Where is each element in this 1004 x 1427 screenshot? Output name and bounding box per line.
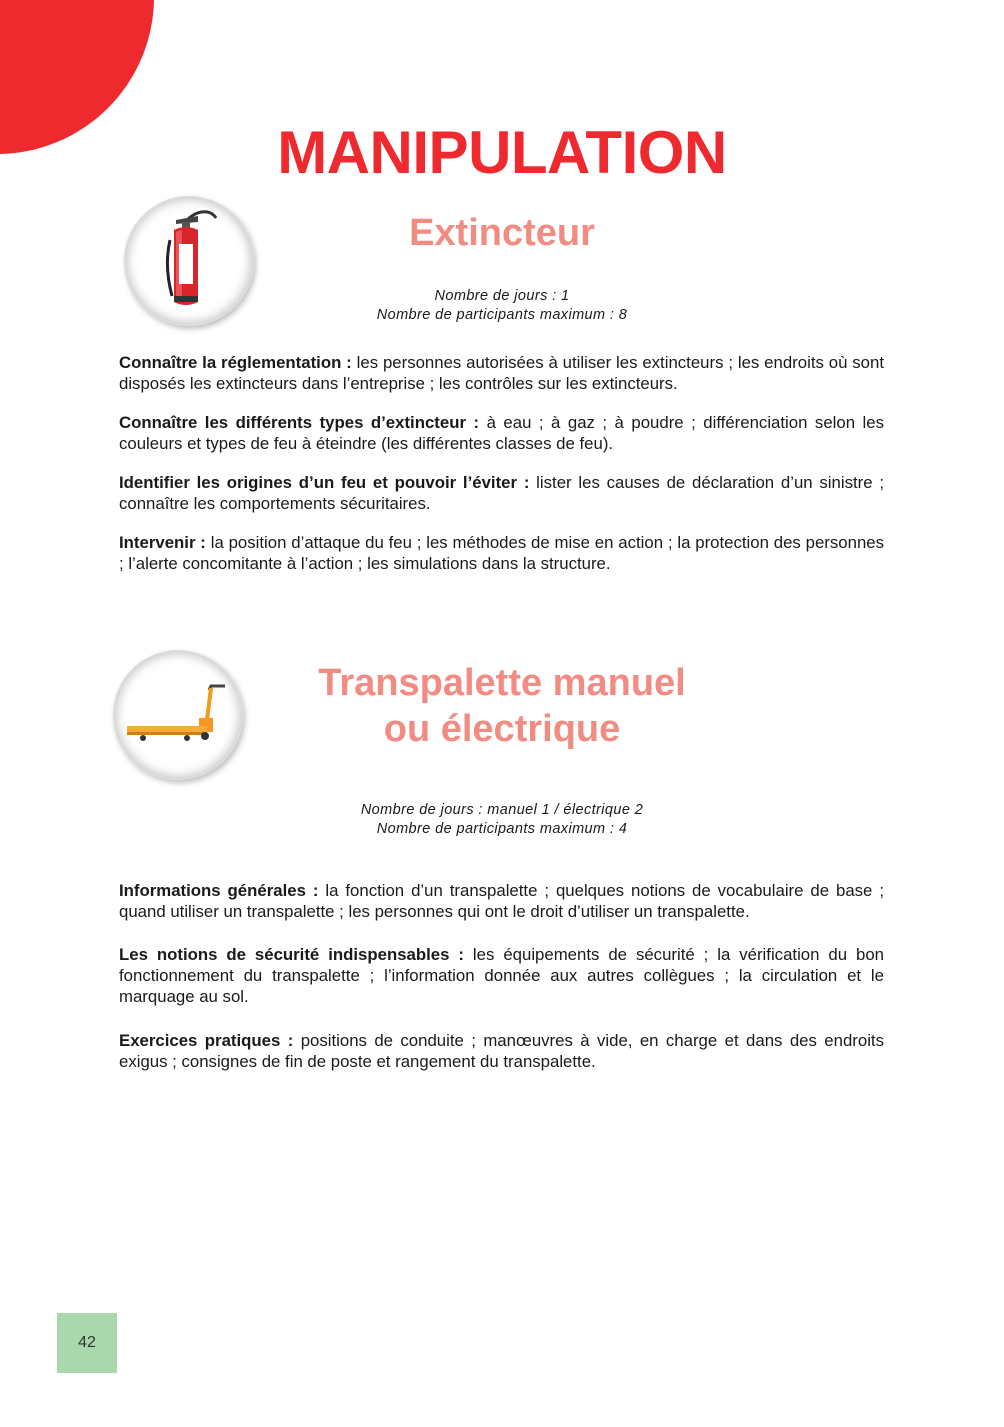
- paragraph-text: la fonction d’un transpalette ; quelques notions de vocabulaire de base ; quand utiliser un transpalette ; les personnes qui ont le droit d’utiliser un transpalette.: [119, 881, 884, 921]
- page-title: MANIPULATION: [277, 119, 727, 186]
- paragraph: [119, 880, 884, 922]
- section-title-line: Transpalette manuel: [318, 662, 686, 704]
- paragraph-label: Identifier les origines d’un feu et pouvoir l’éviter :: [119, 473, 530, 492]
- paragraph: [119, 1030, 884, 1072]
- paragraph: [119, 352, 884, 394]
- paragraph-label: Exercices pratiques :: [119, 1031, 294, 1050]
- paragraph-label: Les notions de sécurité indispensables :: [119, 945, 464, 964]
- max-participants: Nombre de participants maximum : 8: [376, 307, 628, 323]
- paragraph-label: Connaître les différents types d’extincteur :: [119, 413, 480, 432]
- paragraph: [119, 532, 884, 574]
- max-participants: Nombre de participants maximum : 4: [376, 821, 628, 837]
- section-meta: [0, 801, 1004, 839]
- paragraph-text: positions de conduite ; manœuvres à vide, en charge et dans des endroits exigus ; consignes de fin de poste et rangement du transpalette.: [119, 1031, 884, 1071]
- paragraph-text: lister les causes de déclaration d’un sinistre ; connaître les comportements sécuritaires.: [119, 473, 884, 513]
- paragraph: [119, 944, 884, 1007]
- paragraph-text: la position d’attaque du feu ; les méthodes de mise en action ; la protection des personnes ; l’alerte concomitante à l’action ; les simulations dans la structure.: [119, 533, 884, 573]
- paragraph: [119, 412, 884, 454]
- section-title-transpalette: [240, 660, 764, 752]
- paragraph: [119, 472, 884, 514]
- days-count: Nombre de jours : manuel 1 / électrique 2: [360, 802, 644, 818]
- paragraph-text: à eau ; à gaz ; à poudre ; différenciation selon les couleurs et types de feu à éteindre (les différentes classes de feu).: [119, 413, 884, 453]
- paragraph-text: les personnes autorisées à utiliser les extincteurs ; les endroits où sont disposés les extincteurs dans l’entreprise ; les contrôles sur les extincteurs.: [119, 353, 884, 393]
- page-number: 42: [57, 1313, 117, 1373]
- paragraph-label: Intervenir :: [119, 533, 206, 552]
- section-title-line: ou électrique: [383, 708, 621, 750]
- pallet-jack-icon: [113, 650, 243, 780]
- pallet-jack-badge: [113, 650, 243, 780]
- paragraph-text: les équipements de sécurité ; la vérification du bon fonctionnement du transpalette ; l’information donnée aux autres collègues ; la circulation et le marquage au sol.: [119, 945, 885, 1006]
- section-title-line: Extincteur: [409, 212, 595, 254]
- days-count: Nombre de jours : 1: [434, 288, 570, 304]
- paragraph-label: Informations générales :: [119, 881, 319, 900]
- section-meta: [0, 287, 1004, 325]
- section-title-extincteur: [300, 210, 704, 256]
- paragraph-label: Connaître la réglementation :: [119, 353, 352, 372]
